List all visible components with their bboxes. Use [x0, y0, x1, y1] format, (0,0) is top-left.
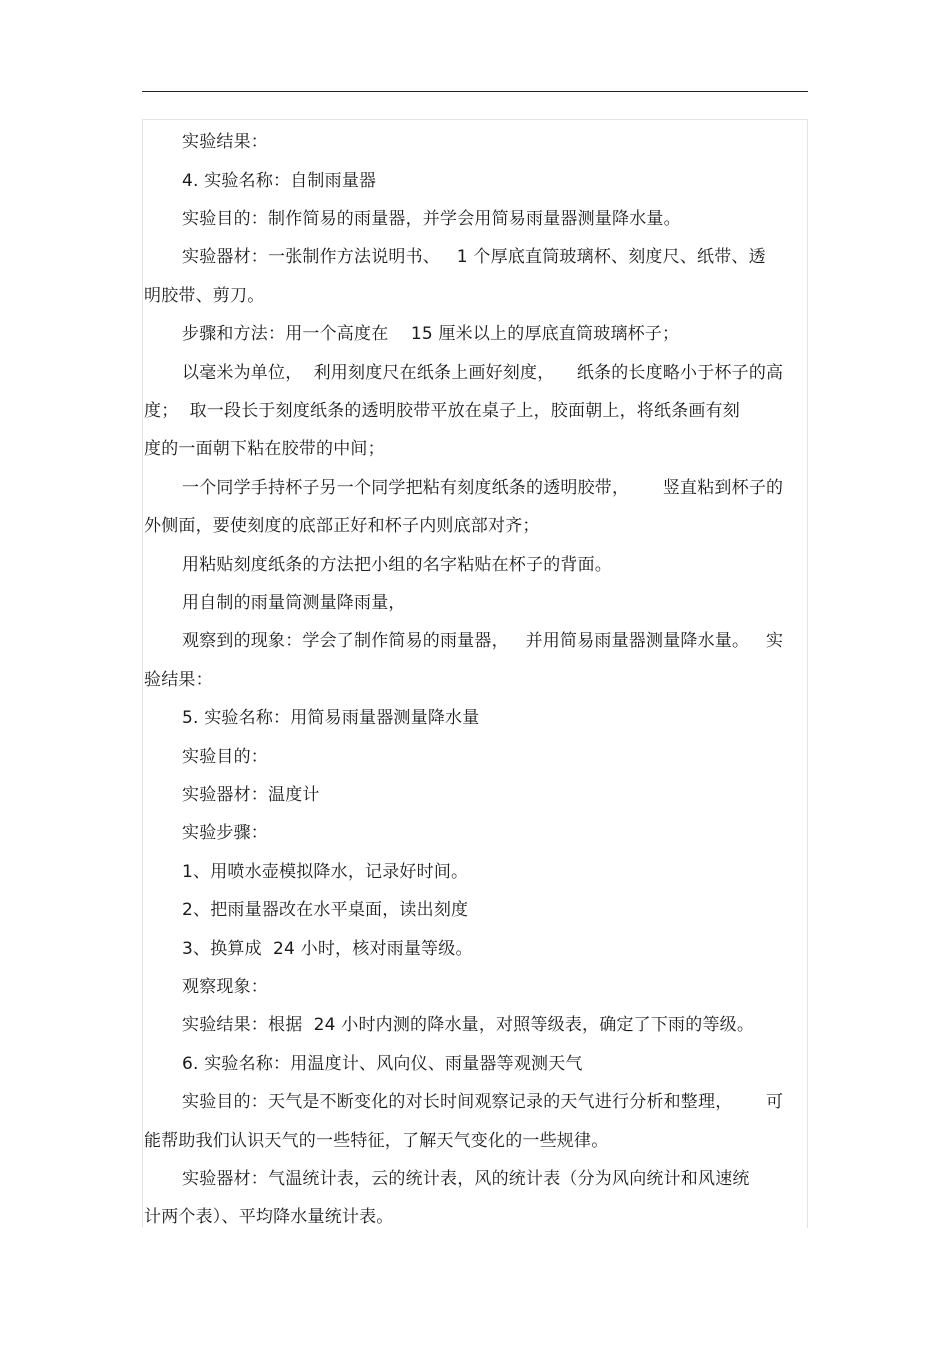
text-line: 外侧面，要使刻度的底部正好和杯子内则底部对齐； — [144, 516, 540, 536]
text-line: 计两个表）、平均降水量统计表。 — [144, 1207, 394, 1227]
text-line: 以毫米为单位， 利用刻度尺在纸条上画好刻度， 纸条的长度略小于杯子的高 — [182, 363, 784, 383]
text-line: 实验器材：温度计 — [182, 785, 320, 805]
text-line: 观察到的现象：学会了制作简易的雨量器， 并用简易雨量器测量降水量。 实 — [182, 631, 784, 651]
text-line: 一个同学手持杯子另一个同学把粘有刻度纸条的透明胶带， 竖直粘到杯子的 — [182, 478, 784, 498]
text-line: 实验目的：制作简易的雨量器，并学会用简易雨量器测量降水量。 — [182, 209, 681, 229]
text-line: 用自制的雨量筒测量降雨量， — [182, 593, 406, 613]
text-line: 度； 取一段长于刻度纸条的透明胶带平放在桌子上，胶面朝上，将纸条画有刻 — [144, 401, 741, 421]
text-line: 实验器材：气温统计表，云的统计表，风的统计表（分为风向统计和风速统 — [182, 1169, 750, 1189]
text-line: 用粘贴刻度纸条的方法把小组的名字粘贴在杯子的背面。 — [182, 555, 612, 575]
text-line: 明胶带、剪刀。 — [144, 286, 265, 306]
text-line: 观察现象： — [182, 977, 268, 997]
text-line: 实验步骤： — [182, 823, 268, 843]
list-item: 3、换算成 24 小时，核对雨量等级。 — [182, 939, 473, 959]
list-item: 2、把雨量器改在水平桌面，读出刻度 — [182, 900, 469, 920]
text-line: 实验结果：根据 24 小时内测的降水量，对照等级表，确定了下雨的等级。 — [182, 1015, 755, 1035]
section-heading: 4. 实验名称：自制雨量器 — [182, 171, 377, 191]
text-line: 实验目的：天气是不断变化的对长时间观察记录的天气进行分析和整理， 可 — [182, 1092, 784, 1112]
section-heading: 6. 实验名称：用温度计、风向仪、雨量器等观测天气 — [182, 1054, 583, 1074]
text-line: 步骤和方法：用一个高度在 15 厘米以上的厚底直筒玻璃杯子； — [182, 324, 680, 344]
text-line: 实验结果： — [182, 132, 268, 152]
header-rule — [142, 91, 808, 92]
text-line: 验结果： — [144, 670, 213, 690]
section-heading: 5. 实验名称：用简易雨量器测量降水量 — [182, 708, 480, 728]
list-item: 1、用喷水壶模拟降水，记录好时间。 — [182, 862, 469, 882]
text-line: 实验器材：一张制作方法说明书、 1 个厚底直筒玻璃杯、刻度尺、纸带、透 — [182, 247, 766, 267]
text-line: 度的一面朝下粘在胶带的中间； — [144, 439, 385, 459]
text-line: 能帮助我们认识天气的一些特征，了解天气变化的一些规律。 — [144, 1131, 609, 1151]
text-line: 实验目的： — [182, 747, 268, 767]
